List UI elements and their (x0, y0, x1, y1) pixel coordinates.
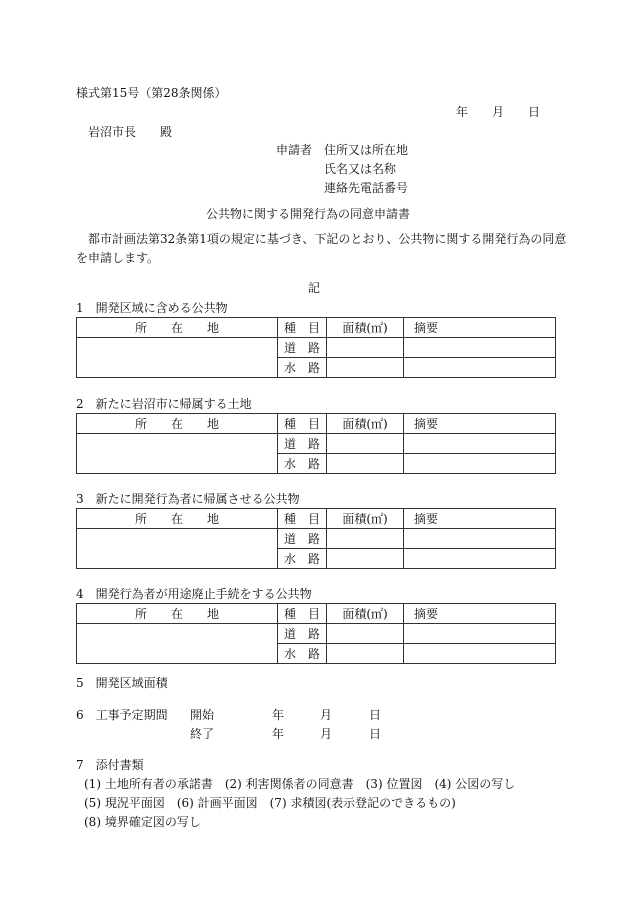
applicant-name: 氏名又は名称 (324, 162, 397, 176)
addressee: 岩沼市長 殿 (88, 125, 173, 139)
start-label: 開始 (190, 708, 215, 722)
start-year: 年 (272, 708, 285, 722)
summary-cell (404, 434, 556, 454)
section-7-heading: 7 添付書類 (76, 758, 144, 772)
header-location: 所 在 地 (77, 604, 278, 624)
area-cell (327, 644, 404, 664)
area-cell (327, 358, 404, 378)
area-cell (327, 624, 404, 644)
header-location: 所 在 地 (77, 318, 278, 338)
section-6-heading: 6 工事予定期間 (76, 708, 168, 722)
area-cell (327, 454, 404, 474)
row-water: 水 路 (278, 454, 327, 474)
applicant-label: 申請者 (276, 143, 313, 157)
section-1-heading: 1 開発区域に含める公共物 (76, 301, 228, 315)
start-day: 日 (369, 708, 382, 722)
section-4-table (76, 603, 556, 664)
row-road: 道 路 (278, 529, 327, 549)
header-summary: 摘要 (404, 604, 556, 624)
body-line-1: 都市計画法第32条第1項の規定に基づき、下記のとおり、公共物に関する開発行為の同意 (88, 232, 567, 246)
header-area: 面積(㎡) (327, 509, 404, 529)
attachments-line-3: (8) 境界確定図の写し (84, 815, 201, 829)
applicant-phone: 連絡先電話番号 (324, 181, 409, 195)
end-year: 年 (272, 727, 285, 741)
summary-cell (404, 338, 556, 358)
section-5-heading: 5 開発区域面積 (76, 676, 168, 690)
attachments-line-2: (5) 現況平面図 (6) 計画平面図 (7) 求積図(表示登記のできるもの) (84, 796, 456, 810)
row-water: 水 路 (278, 358, 327, 378)
section-2-table (76, 413, 556, 474)
form-number: 様式第15号（第28条関係） (76, 86, 227, 100)
header-area: 面積(㎡) (327, 318, 404, 338)
header-summary: 摘要 (404, 414, 556, 434)
header-location: 所 在 地 (77, 509, 278, 529)
section-1-table (76, 317, 556, 378)
summary-cell (404, 358, 556, 378)
summary-cell (404, 454, 556, 474)
row-water: 水 路 (278, 549, 327, 569)
section-2-heading: 2 新たに岩沼市に帰属する土地 (76, 397, 252, 411)
document-title: 公共物に関する開発行為の同意申請書 (206, 207, 411, 221)
applicant-address: 住所又は所在地 (324, 143, 409, 157)
section-3-table (76, 508, 556, 569)
summary-cell (404, 529, 556, 549)
header-kind: 種 目 (278, 604, 327, 624)
location-cell (77, 624, 278, 664)
area-cell (327, 434, 404, 454)
row-water: 水 路 (278, 644, 327, 664)
summary-cell (404, 644, 556, 664)
summary-cell (404, 549, 556, 569)
ki-heading: 記 (308, 281, 321, 295)
area-cell (327, 549, 404, 569)
row-road: 道 路 (278, 624, 327, 644)
row-road: 道 路 (278, 338, 327, 358)
header-kind: 種 目 (278, 318, 327, 338)
header-location: 所 在 地 (77, 414, 278, 434)
end-day: 日 (369, 727, 382, 741)
header-kind: 種 目 (278, 414, 327, 434)
end-month: 月 (320, 727, 333, 741)
location-cell (77, 529, 278, 569)
section-4-heading: 4 開発行為者が用途廃止手続をする公共物 (76, 587, 312, 601)
location-cell (77, 434, 278, 474)
header-summary: 摘要 (404, 509, 556, 529)
section-3-heading: 3 新たに開発行為者に帰属させる公共物 (76, 492, 300, 506)
row-road: 道 路 (278, 434, 327, 454)
area-cell (327, 338, 404, 358)
location-cell (77, 338, 278, 378)
attachments-line-1: (1) 土地所有者の承諾書 (2) 利害関係者の同意書 (3) 位置図 (4) 公図の写し (84, 777, 516, 791)
header-area: 面積(㎡) (327, 414, 404, 434)
body-line-2: を申請します。 (76, 251, 160, 265)
header-summary: 摘要 (404, 318, 556, 338)
summary-cell (404, 624, 556, 644)
area-cell (327, 529, 404, 549)
header-area: 面積(㎡) (327, 604, 404, 624)
header-kind: 種 目 (278, 509, 327, 529)
start-month: 月 (320, 708, 333, 722)
end-label: 終了 (190, 727, 215, 741)
date-line: 年 月 日 (456, 105, 541, 119)
